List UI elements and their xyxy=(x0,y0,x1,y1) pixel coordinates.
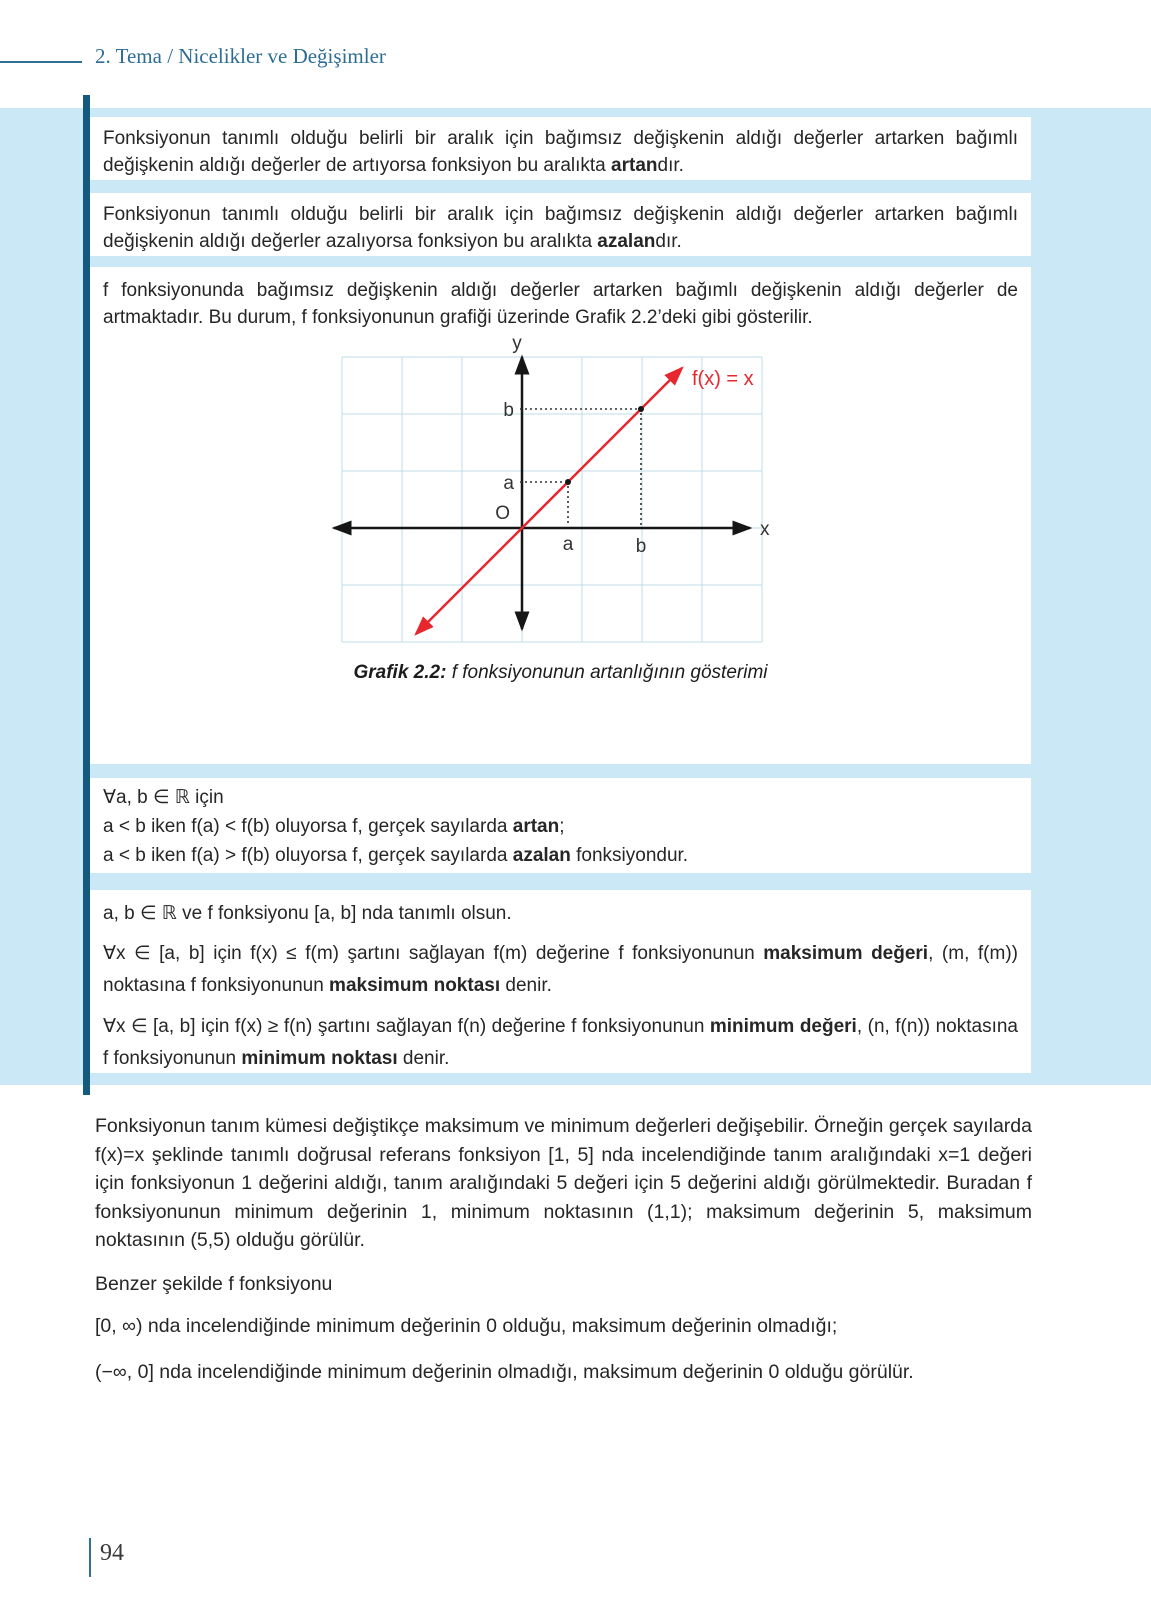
origin-label: O xyxy=(495,503,510,524)
extrema-box xyxy=(90,890,1031,1073)
function-label: f(x) = x xyxy=(692,368,754,390)
max-pre: ∀x ∈ [a, b] için f(x) ≤ f(m) şartını sağlayan f(m) değerine f fonksiyonunun xyxy=(103,943,764,964)
figure-caption xyxy=(90,659,1031,686)
min-pre: ∀x ∈ [a, b] için f(x) ≥ f(n) şartını sağlayan f(n) değerine f fonksiyonunun xyxy=(103,1016,710,1037)
definition-pre: Fonksiyonun tanımlı olduğu belirli bir aralık için bağımsız değişkenin aldığı değerler artarken bağımlı değişkenin aldığı değerler azalıyorsa fonksiyon bu aralıkta xyxy=(103,204,1018,252)
page-number-rule xyxy=(89,1538,91,1577)
definition-text xyxy=(103,125,1018,179)
min-post: denir. xyxy=(397,1048,450,1069)
min-value-keyword: minimum değeri xyxy=(709,1016,857,1037)
condition-keyword: azalan xyxy=(512,845,571,866)
a-y-label: a xyxy=(503,473,514,494)
b-y-label: b xyxy=(503,400,514,421)
point-b-b xyxy=(638,406,644,412)
header-rule xyxy=(0,61,82,63)
forall-line: ∀a, b ∈ ℝ için xyxy=(103,787,224,808)
figure-caption-text: f fonksiyonunun artanlığının gösterimi xyxy=(446,662,768,683)
interval-minusinfinity-zero-line: (−∞, 0] nda incelendiğinde minimum değerinin olmadığı, maksimum değerinin 0 olduğu görülür. xyxy=(95,1361,914,1383)
condition-pre: a < b iken f(a) < f(b) oluyorsa f, gerçek sayılarda xyxy=(103,816,513,837)
condition-pre: a < b iken f(a) > f(b) oluyorsa f, gerçek sayılarda xyxy=(103,845,513,866)
chapter-header: 2. Tema / Nicelikler ve Değişimler xyxy=(95,44,386,68)
page-number: 94 xyxy=(100,1540,124,1566)
extrema-intro: a, b ∈ ℝ ve f fonksiyonu [a, b] nda tanımlı olsun. xyxy=(103,903,512,924)
accent-vertical-bar xyxy=(83,95,90,1095)
point-a-a xyxy=(565,479,571,485)
x-axis-label: x xyxy=(760,519,770,540)
graph-box xyxy=(90,267,1031,764)
similarly-line: Benzer şekilde f fonksiyonu xyxy=(95,1273,333,1295)
figure-caption-label: Grafik 2.2: xyxy=(353,662,447,683)
definition-box-artan xyxy=(90,117,1031,180)
minimum-definition xyxy=(103,1011,1018,1075)
monotonicity-box xyxy=(90,778,1031,873)
min-point-keyword: minimum noktası xyxy=(241,1048,398,1069)
condition-post: ; xyxy=(559,816,565,837)
b-x-label: b xyxy=(635,536,647,557)
max-mid: , (m, f(m)) noktasına f fonksiyonunun xyxy=(103,943,1018,996)
y-axis-label: y xyxy=(512,333,522,354)
example-paragraph: Fonksiyonun tanım kümesi değiştikçe maksimum ve minimum değerleri değişebilir. Örneğin gerçek sayılarda f(x)=x şeklinde tanımlı doğrusal referans fonksiyon [1, 5] nda incelendiğinde tanım aralığındaki x=1 değeri için fonksiyonun 1 değerini aldığı, tanım aralığındaki 5 değeri için 5 değerini aldığı görülmektedir. Buradan f fonksiyonunun minimum değerinin 1, minimum noktasının (1,1); maksimum değerinin 5, maksimum noktasının (5,5) olduğu görülür. xyxy=(95,1115,1032,1251)
interval-zero-infinity-line: [0, ∞) nda incelendiğinde minimum değerinin 0 olduğu, maksimum değerinin olmadığı; xyxy=(95,1315,838,1337)
definition-keyword: azalan xyxy=(597,231,656,252)
definition-pre: Fonksiyonun tanımlı olduğu belirli bir aralık için bağımsız değişkenin aldığı değerler artarken bağımlı değişkenin aldığı değerler de artıyorsa fonksiyon bu aralıkta xyxy=(103,128,1018,176)
max-point-keyword: maksimum noktası xyxy=(329,975,501,996)
definition-text xyxy=(103,201,1018,255)
max-post: denir. xyxy=(500,975,552,996)
max-value-keyword: maksimum değeri xyxy=(763,943,929,964)
maximum-definition xyxy=(103,938,1018,1002)
definition-post: dır. xyxy=(655,231,682,252)
graph-intro-text: f fonksiyonunda bağımsız değişkenin aldığı değerler artarken bağımlı değişkenin aldığı değerler de artmaktadır. Bu durum, f fonksiyonunun grafiği üzerinde Grafik 2.2’deki gibi gösterilir. xyxy=(103,280,1018,328)
a-x-label: a xyxy=(562,534,574,555)
definition-box-azalan xyxy=(90,193,1031,256)
decreasing-condition xyxy=(103,841,1018,870)
definition-post: dır. xyxy=(657,155,684,176)
min-mid: , (n, f(n)) noktasına f fonksiyonunun xyxy=(103,1016,1018,1069)
function-graph xyxy=(320,327,780,661)
condition-post: fonksiyondur. xyxy=(570,845,689,866)
increasing-condition xyxy=(103,812,1018,841)
definition-keyword: artan xyxy=(611,155,658,176)
condition-keyword: artan xyxy=(512,816,560,837)
